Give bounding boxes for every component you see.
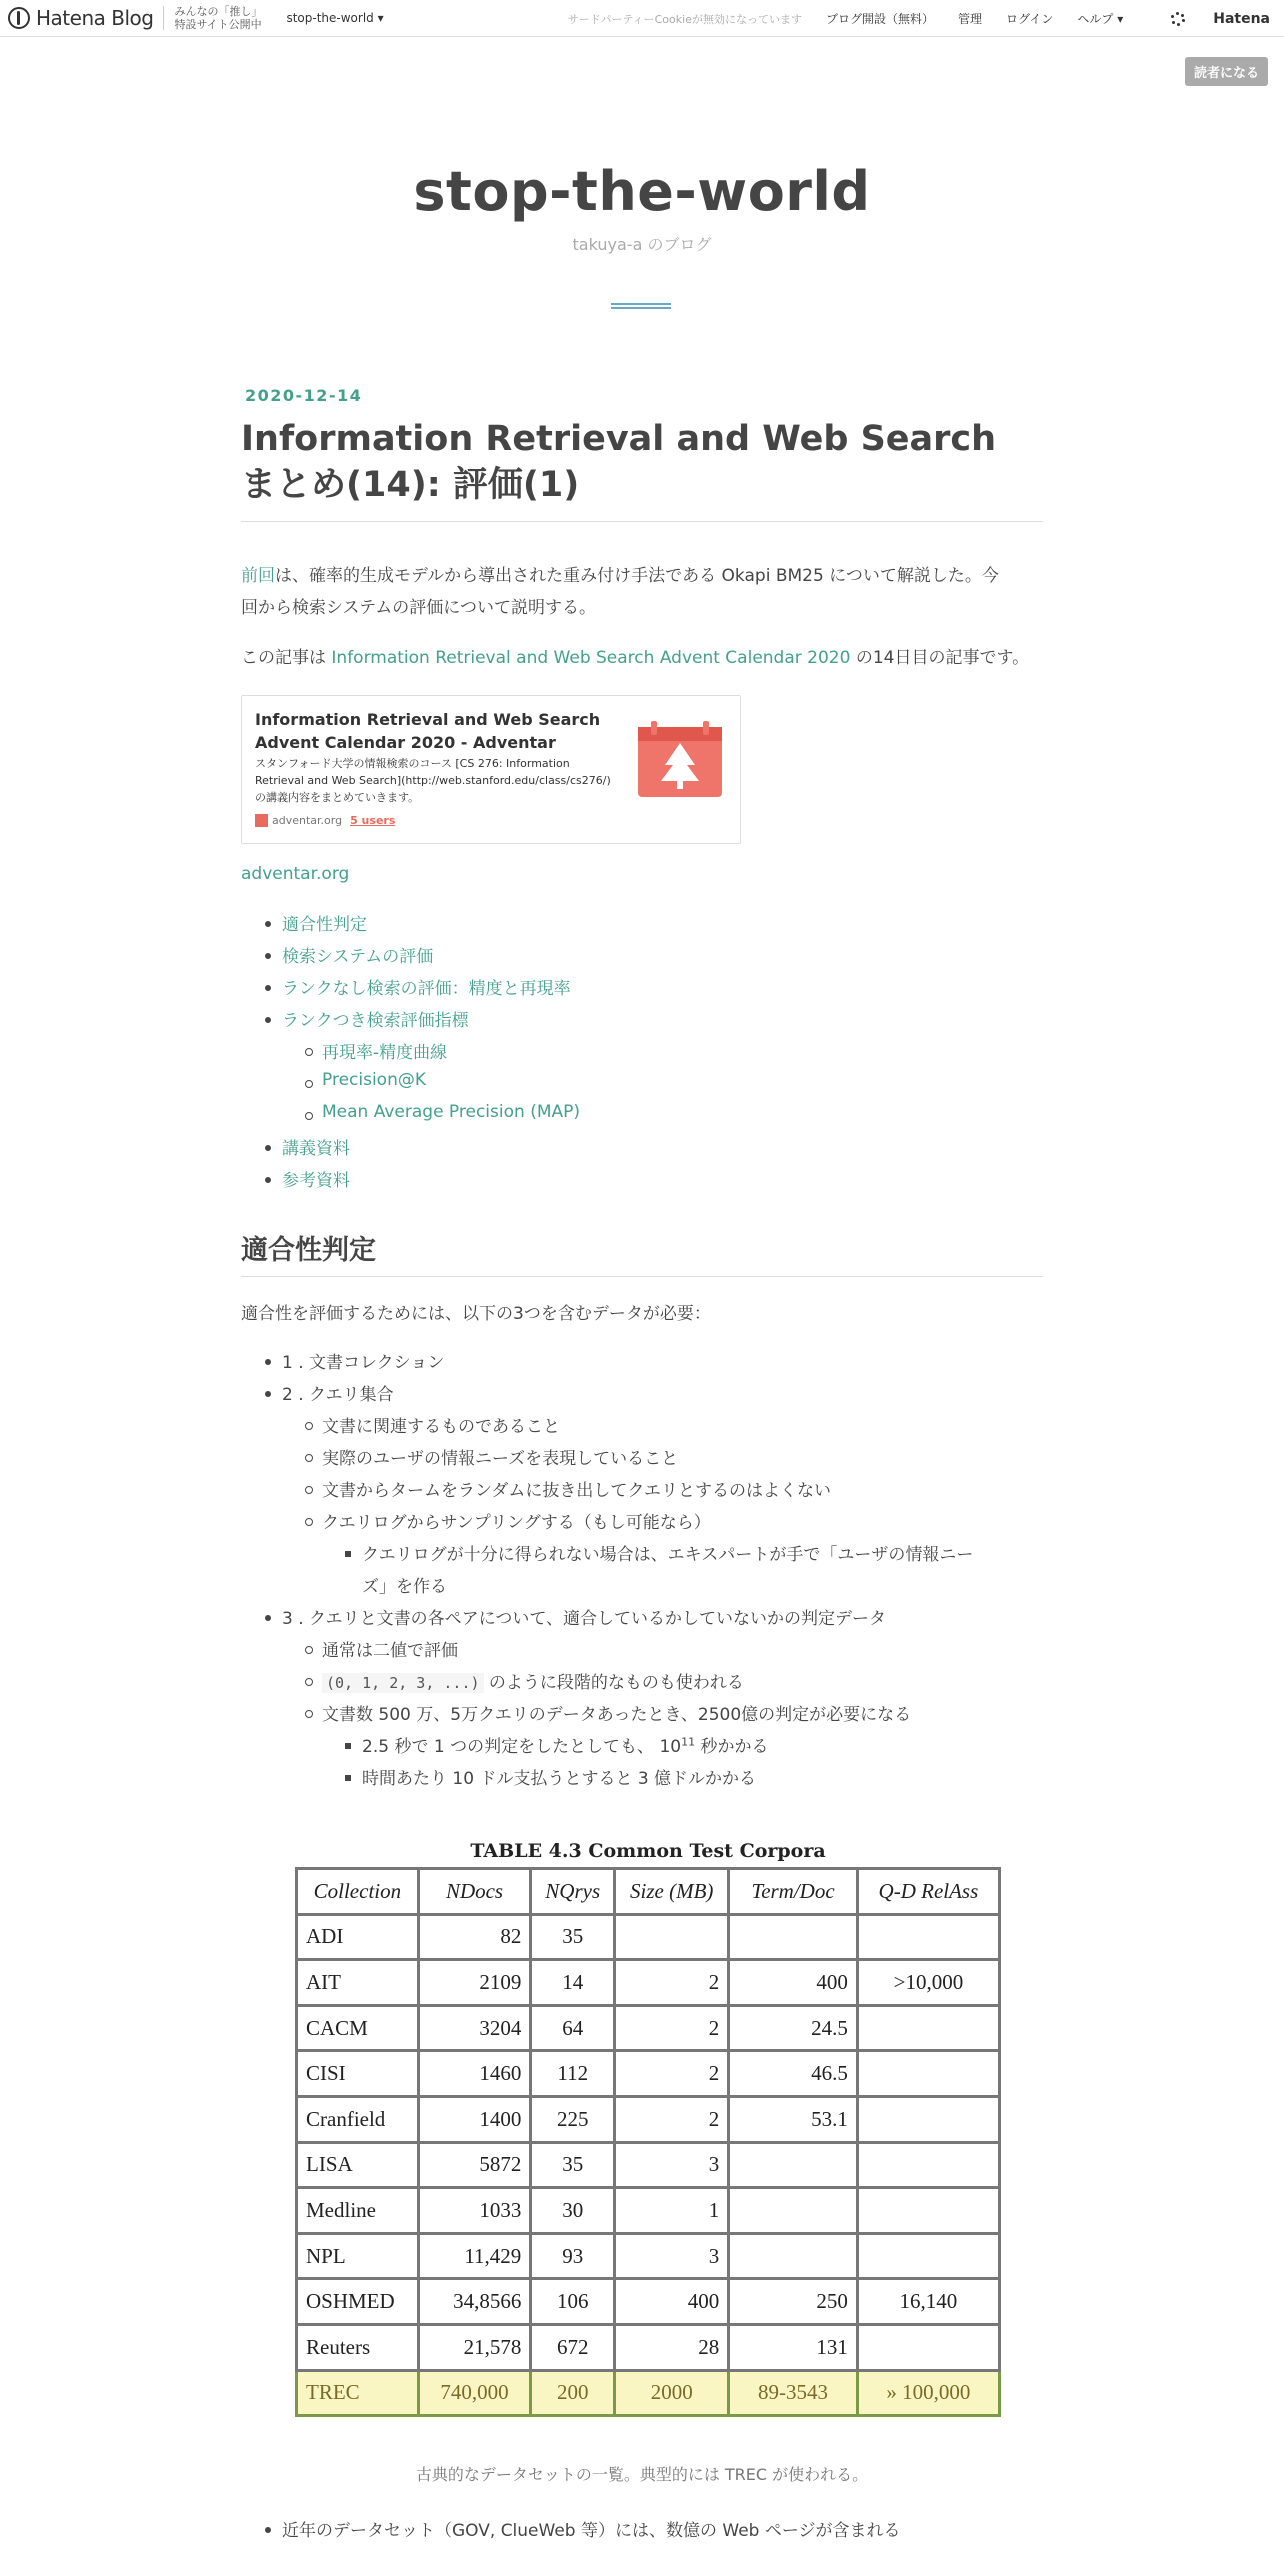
table-body — [297, 1914, 1000, 2416]
table-row — [297, 2051, 1000, 2097]
figure-caption: 古典的なデータセットの一覧。典型的には TREC が使われる。 — [415, 2465, 869, 2484]
table-cell: 106 — [531, 2279, 615, 2325]
entry-date[interactable]: 2020-12-14 — [245, 386, 363, 405]
hatena-label: Hatena — [1213, 10, 1270, 27]
list-subitem: 通常は二値で評価 — [322, 1636, 458, 1661]
table-cell — [729, 2188, 858, 2234]
toc-item[interactable] — [282, 910, 367, 935]
table-cell: 1400 — [418, 2096, 531, 2142]
advent-calendar-link[interactable]: Information Retrieval and Web Search Advent Calendar 2020 — [331, 648, 851, 668]
table-cell: 2 — [615, 1960, 729, 2006]
table-cell — [857, 2096, 999, 2142]
table-cell: 400 — [729, 1960, 858, 2006]
hatena-blog-logo-icon — [8, 7, 30, 29]
table-cell: 2 — [615, 2005, 729, 2051]
open-blog-link[interactable]: ブログ開設（無料） — [825, 12, 934, 26]
section-divider — [241, 1276, 1043, 1277]
embed-footer — [255, 814, 395, 827]
table-row — [297, 2005, 1000, 2051]
table-cell: 2000 — [615, 2370, 729, 2416]
table-cell — [857, 2005, 999, 2051]
header-divider — [163, 6, 164, 30]
toc-link[interactable]: 講義資料 — [282, 1139, 350, 1159]
table-cell: 1 — [615, 2188, 729, 2234]
toc-link[interactable]: ランクつき検索評価指標 — [282, 1011, 469, 1031]
toc-link[interactable]: 適合性判定 — [282, 915, 367, 935]
table-cell — [615, 1914, 729, 1960]
table-cell: 672 — [531, 2324, 615, 2370]
global-header — [0, 0, 1284, 37]
table-header: Collection — [297, 1869, 419, 1915]
table-cell: 14 — [531, 1960, 615, 2006]
table-cell: 53.1 — [729, 2096, 858, 2142]
toc-link[interactable]: 参考資料 — [282, 1171, 350, 1191]
table-row — [297, 2370, 1000, 2416]
adventar-favicon-icon — [255, 814, 268, 827]
calendar-tree-icon — [637, 721, 723, 797]
table-cell: 24.5 — [729, 2005, 858, 2051]
previous-post-link[interactable]: 前回 — [241, 566, 275, 586]
embed-title[interactable]: Information Retrieval and Web Search Advent Calendar 2020 - Adventar — [255, 710, 601, 752]
table-cell: CACM — [297, 2005, 419, 2051]
hatena-link[interactable] — [1147, 11, 1270, 27]
list-subsubitem-cont: ズ」を作る — [362, 1577, 447, 1597]
inline-code: (0, 1, 2, 3, ...) — [322, 1673, 484, 1693]
list-subitem — [322, 1668, 744, 1693]
table-cell: 2 — [615, 2096, 729, 2142]
table-cell: 35 — [531, 1914, 615, 1960]
table-header-row — [297, 1869, 1000, 1915]
table-cell: 34,8566 — [418, 2279, 531, 2325]
toc-item[interactable] — [282, 1134, 350, 1159]
table-cell: » 100,000 — [857, 2370, 999, 2416]
help-menu[interactable]: ヘルプ ▾ — [1077, 12, 1124, 26]
table-row — [297, 2233, 1000, 2279]
title-divider — [611, 303, 671, 309]
list-subsubitem — [362, 1732, 769, 1757]
table-cell: OSHMED — [297, 2279, 419, 2325]
table-cell: 112 — [531, 2051, 615, 2097]
login-link[interactable]: ログイン — [1005, 12, 1054, 26]
corpora-table-figure — [295, 1840, 1001, 2417]
list-subitem: 文書数 500 万、5万クエリのデータあったとき、2500億の判定が必要になる — [322, 1700, 911, 1725]
list-subitem: クエリログからサンプリングする（もし可能なら） — [322, 1508, 711, 1533]
subscribe-button[interactable]: 読者になる — [1185, 57, 1268, 86]
toc-subitem[interactable] — [322, 1102, 580, 1122]
toc-item[interactable] — [282, 974, 571, 999]
text-post: 秒かかる — [695, 1737, 769, 1757]
table-cell — [729, 1914, 858, 1960]
table-header: NDocs — [418, 1869, 531, 1915]
table-header: Size (MB) — [615, 1869, 729, 1915]
toc-link[interactable]: ランクなし検索の評価：精度と再現率 — [282, 979, 571, 999]
table-row — [297, 2279, 1000, 2325]
admin-link[interactable]: 管理 — [957, 12, 982, 26]
table-cell: 225 — [531, 2096, 615, 2142]
embed-site[interactable]: adventar.org — [272, 814, 343, 827]
list-subitem: 文書からタームをランダムに抜き出してクエリとするのはよくない — [322, 1476, 831, 1501]
table-cell: 250 — [729, 2279, 858, 2325]
table-cell: 131 — [729, 2324, 858, 2370]
calendar-text-pre: この記事は — [241, 648, 332, 668]
exponent: 11 — [681, 1735, 696, 1749]
intro-text-2: 回から検索システムの評価について説明する。 — [241, 598, 596, 618]
toc-link[interactable]: Mean Average Precision (MAP) — [322, 1102, 581, 1122]
embed-card[interactable] — [241, 695, 741, 844]
table-cell: 2109 — [418, 1960, 531, 2006]
calendar-paragraph — [241, 642, 1043, 674]
promo-line-2: 特設サイト公開中 — [174, 18, 262, 31]
table-cell: 1033 — [418, 2188, 531, 2234]
table-cell — [857, 2188, 999, 2234]
table-cell — [857, 2142, 999, 2188]
corpora-table — [295, 1867, 1001, 2417]
list-item: 近年のデータセット（GOV, ClueWeb 等）には、数億の Web ページが含まれる — [282, 2516, 901, 2541]
table-row — [297, 2188, 1000, 2234]
list-subsubitem: 時間あたり 10 ドル支払うとすると 3 億ドルかかる — [362, 1764, 756, 1789]
blog-menu[interactable]: stop-the-world ▾ — [286, 11, 384, 25]
table-row — [297, 2142, 1000, 2188]
list-subitem: 実際のユーザの情報ニーズを表現していること — [322, 1444, 678, 1469]
table-cell: 740,000 — [418, 2370, 531, 2416]
promo-line-1: みんなの「推し」 — [174, 5, 263, 18]
table-cell: CISI — [297, 2051, 419, 2097]
header-right-menu — [544, 0, 1284, 37]
entry-title[interactable]: Information Retrieval and Web Search まとめ(14): 評価(1) — [241, 419, 997, 505]
table-cell: 3204 — [418, 2005, 531, 2051]
toc-item[interactable] — [282, 1166, 350, 1191]
table-cell — [857, 2324, 999, 2370]
table-cell: 35 — [531, 2142, 615, 2188]
table-cell: 400 — [615, 2279, 729, 2325]
intro-paragraph — [241, 560, 1043, 624]
table-cell: 16,140 — [857, 2279, 999, 2325]
table-cell: >10,000 — [857, 1960, 999, 2006]
section-intro: 適合性を評価するためには、以下の3つを含むデータが必要： — [241, 1304, 711, 1324]
table-header: Term/Doc — [729, 1869, 858, 1915]
table-cell: 11,429 — [418, 2233, 531, 2279]
table-header: Q-D RelAss — [857, 1869, 999, 1915]
table-row — [297, 1960, 1000, 2006]
promo-link[interactable] — [174, 5, 262, 31]
table-cell: NPL — [297, 2233, 419, 2279]
table-cell: 21,578 — [418, 2324, 531, 2370]
table-cell: 200 — [531, 2370, 615, 2416]
list-item: 2 . クエリ集合 — [282, 1380, 394, 1405]
toc-link[interactable]: Precision@K — [322, 1070, 427, 1090]
hatena-blog-logo[interactable] — [0, 0, 153, 37]
bookmark-users-link[interactable]: 5 users — [350, 814, 396, 827]
blog-description: takuya-a のブログ — [572, 235, 712, 254]
table-cell: AIT — [297, 1960, 419, 2006]
table-cell: TREC — [297, 2370, 419, 2416]
cookie-notice: サードパーティーCookieが無効になっています — [567, 12, 802, 26]
toc-link[interactable]: 検索システムの評価 — [282, 947, 434, 967]
table-cell — [857, 1914, 999, 1960]
table-cell: 1460 — [418, 2051, 531, 2097]
toc-item[interactable] — [282, 1006, 469, 1031]
table-cell — [729, 2142, 858, 2188]
table-cell: 30 — [531, 2188, 615, 2234]
table-cell: 28 — [615, 2324, 729, 2370]
table-cell: 89-3543 — [729, 2370, 858, 2416]
table-cell: Cranfield — [297, 2096, 419, 2142]
table-cell: 46.5 — [729, 2051, 858, 2097]
table-cell — [857, 2051, 999, 2097]
table-cell: Medline — [297, 2188, 419, 2234]
embed-description: スタンフォード大学の情報検索のコース [CS 276: Information Retrieval and Web Search](http://web.stanford.edu/class/cs276/) の講義内容をまとめていきます。 — [255, 757, 611, 804]
table-cell: 82 — [418, 1914, 531, 1960]
table-cell: 3 — [615, 2233, 729, 2279]
table-row — [297, 1914, 1000, 1960]
table-row — [297, 2324, 1000, 2370]
adventar-link[interactable]: adventar.org — [241, 864, 350, 884]
blog-title[interactable]: stop-the-world — [413, 160, 871, 223]
list-item: 3 . クエリと文書の各ペアについて、適合しているかしていないかの判定データ — [282, 1604, 886, 1629]
toc-item[interactable] — [282, 942, 433, 967]
table-cell: ADI — [297, 1914, 419, 1960]
table-cell: LISA — [297, 2142, 419, 2188]
calendar-text-post: の14日目の記事です。 — [850, 648, 1030, 668]
table-cell: 64 — [531, 2005, 615, 2051]
title-divider-line — [241, 521, 1043, 522]
list-item: 1 . 文書コレクション — [282, 1348, 444, 1373]
toc-link[interactable]: 再現率-精度曲線 — [322, 1043, 448, 1063]
intro-text-1: は、確率的生成モデルから導出された重み付け手法である Okapi BM25 について解説した。今 — [275, 566, 999, 586]
figure-title: TABLE 4.3 Common Test Corpora — [470, 1840, 826, 1862]
source-link-paragraph — [241, 858, 1043, 890]
hatena-dots-icon — [1171, 12, 1185, 26]
table-row — [297, 2096, 1000, 2142]
toc-subitem[interactable] — [322, 1038, 447, 1063]
logo-text: Hatena Blog — [36, 6, 154, 30]
table-cell — [857, 2233, 999, 2279]
list-subitem: 文書に関連するものであること — [322, 1412, 560, 1437]
table-cell: 3 — [615, 2142, 729, 2188]
list-subsubitem: クエリログが十分に得られない場合は、エキスパートが手で「ユーザの情報ニー — [362, 1540, 973, 1565]
toc-subitem[interactable] — [322, 1070, 426, 1090]
table-header: NQrys — [531, 1869, 615, 1915]
table-cell: Reuters — [297, 2324, 419, 2370]
text-pre: 2.5 秒で 1 つの判定をしたとしても、 10 — [362, 1737, 682, 1757]
table-cell: 5872 — [418, 2142, 531, 2188]
list-subitem-text: のように段階的なものも使われる — [483, 1673, 744, 1693]
table-cell: 2 — [615, 2051, 729, 2097]
table-cell: 93 — [531, 2233, 615, 2279]
section-heading: 適合性判定 — [241, 1235, 376, 1266]
table-cell — [729, 2233, 858, 2279]
